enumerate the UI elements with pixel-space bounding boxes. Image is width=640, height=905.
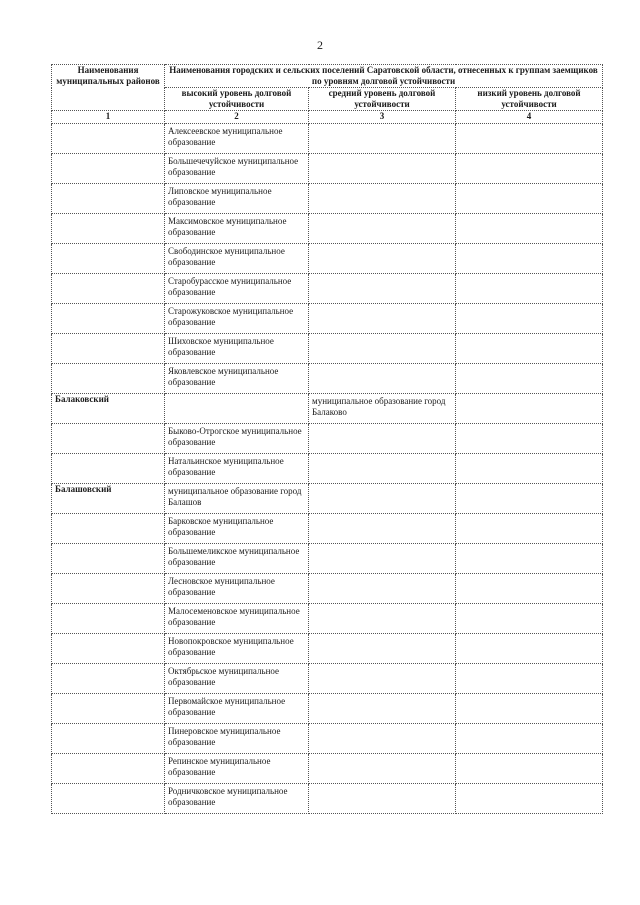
district-cell xyxy=(52,244,165,274)
high-level-cell xyxy=(165,424,309,454)
district-cell xyxy=(52,394,165,424)
high-level-cell xyxy=(165,214,309,244)
high-level-cell xyxy=(165,304,309,334)
district-cell xyxy=(52,424,165,454)
table-row xyxy=(52,304,603,334)
table-row xyxy=(52,184,603,214)
page-number: 2 xyxy=(317,38,323,52)
district-cell xyxy=(52,274,165,304)
medium-level-cell xyxy=(309,244,456,274)
high-level-cell xyxy=(165,544,309,574)
medium-level-cell xyxy=(309,574,456,604)
table-row xyxy=(52,364,603,394)
high-level-cell xyxy=(165,394,309,424)
high-level-cell-text: Старожуковское муниципальное образование xyxy=(168,306,294,327)
district-cell xyxy=(52,664,165,694)
table-row xyxy=(52,574,603,604)
medium-level-cell-text xyxy=(312,754,452,756)
low-level-cell xyxy=(456,154,603,184)
medium-level-cell xyxy=(309,274,456,304)
high-level-cell-text: Родничковское муниципальное образование xyxy=(168,786,288,807)
district-cell-text: Балашовский xyxy=(55,484,112,494)
medium-level-cell-text: муниципальное образование город Балаково xyxy=(312,396,446,417)
low-level-cell xyxy=(456,244,603,274)
table-row xyxy=(52,214,603,244)
low-level-cell xyxy=(456,424,603,454)
high-level-cell-text: муниципальное образование город Балашов xyxy=(168,486,302,507)
medium-level-cell xyxy=(309,754,456,784)
high-level-cell-text: Старобурасское муниципальное образование xyxy=(168,276,292,297)
header-high: высокий уровень долговой устойчивости xyxy=(165,88,309,111)
high-level-cell xyxy=(165,484,309,514)
district-cell xyxy=(52,694,165,724)
medium-level-cell-text xyxy=(312,454,452,456)
high-level-cell-text: Большемеликское муниципальное образование xyxy=(168,546,300,567)
high-level-cell-text: Репинское муниципальное образование xyxy=(168,756,271,777)
high-level-cell xyxy=(165,364,309,394)
high-level-cell xyxy=(165,454,309,484)
table-row xyxy=(52,634,603,664)
high-level-cell xyxy=(165,664,309,694)
district-cell xyxy=(52,634,165,664)
table-row xyxy=(52,664,603,694)
medium-level-cell xyxy=(309,214,456,244)
high-level-cell-text: Яковлевское муниципальное образование xyxy=(168,366,279,387)
medium-level-cell-text xyxy=(312,214,452,216)
table-row xyxy=(52,334,603,364)
medium-level-cell-text xyxy=(312,424,452,426)
medium-level-cell-text xyxy=(312,304,452,306)
medium-level-cell-text xyxy=(312,184,452,186)
district-cell xyxy=(52,184,165,214)
low-level-cell xyxy=(456,694,603,724)
high-level-cell-text: Новопокровское муниципальное образование xyxy=(168,636,294,657)
medium-level-cell xyxy=(309,484,456,514)
table-row xyxy=(52,124,603,154)
medium-level-cell xyxy=(309,154,456,184)
low-level-cell xyxy=(456,634,603,664)
high-level-cell-text: Алексеевское муниципальное образование xyxy=(168,126,283,147)
medium-level-cell xyxy=(309,364,456,394)
high-level-cell-text: Свободинское муниципальное образование xyxy=(168,246,285,267)
high-level-cell xyxy=(165,634,309,664)
low-level-cell xyxy=(456,274,603,304)
column-number: 1 xyxy=(52,111,165,124)
district-cell xyxy=(52,334,165,364)
medium-level-cell-text xyxy=(312,364,452,366)
header-row-top xyxy=(52,65,603,88)
table-row xyxy=(52,544,603,574)
high-level-cell xyxy=(165,244,309,274)
medium-level-cell xyxy=(309,784,456,814)
medium-level-cell-text xyxy=(312,694,452,696)
district-cell xyxy=(52,544,165,574)
district-cell xyxy=(52,304,165,334)
medium-level-cell-text xyxy=(312,544,452,546)
high-level-cell xyxy=(165,274,309,304)
table-row xyxy=(52,604,603,634)
district-cell-text: Балаковский xyxy=(55,394,109,404)
medium-level-cell-text xyxy=(312,724,452,726)
table-body xyxy=(52,124,603,814)
high-level-cell xyxy=(165,574,309,604)
low-level-cell xyxy=(456,784,603,814)
medium-level-cell xyxy=(309,124,456,154)
header-district: Наименования муниципальных районов xyxy=(52,65,165,111)
district-cell xyxy=(52,364,165,394)
medium-level-cell-text xyxy=(312,274,452,276)
medium-level-cell xyxy=(309,304,456,334)
district-cell xyxy=(52,124,165,154)
low-level-cell xyxy=(456,214,603,244)
medium-level-cell xyxy=(309,724,456,754)
table-row xyxy=(52,454,603,484)
low-level-cell xyxy=(456,364,603,394)
medium-level-cell-text xyxy=(312,514,452,516)
high-level-cell-text: Октябрьское муниципальное образование xyxy=(168,666,280,687)
low-level-cell xyxy=(456,304,603,334)
table-row xyxy=(52,394,603,424)
medium-level-cell xyxy=(309,394,456,424)
high-level-cell-text: Пинеровское муниципальное образование xyxy=(168,726,281,747)
high-level-cell-text: Первомайское муниципальное образование xyxy=(168,696,286,717)
high-level-cell xyxy=(165,124,309,154)
medium-level-cell-text xyxy=(312,334,452,336)
low-level-cell xyxy=(456,604,603,634)
medium-level-cell xyxy=(309,604,456,634)
medium-level-cell xyxy=(309,454,456,484)
low-level-cell xyxy=(456,664,603,694)
low-level-cell xyxy=(456,184,603,214)
medium-level-cell-text xyxy=(312,664,452,666)
high-level-cell-text: Большечечуйское муниципальное образование xyxy=(168,156,299,177)
medium-level-cell-text xyxy=(312,634,452,636)
table-row xyxy=(52,244,603,274)
medium-level-cell xyxy=(309,694,456,724)
high-level-cell-text: Лесновское муниципальное образование xyxy=(168,576,275,597)
medium-level-cell xyxy=(309,184,456,214)
table-row xyxy=(52,274,603,304)
column-number: 2 xyxy=(165,111,309,124)
high-level-cell-text: Шиховское муниципальное образование xyxy=(168,336,274,357)
header-group: Наименования городских и сельских поселений Саратовской области, отнесенных к группам заемщиков по уровням долговой устойчивости xyxy=(165,65,603,88)
low-level-cell xyxy=(456,544,603,574)
table-row xyxy=(52,784,603,814)
low-level-cell xyxy=(456,724,603,754)
medium-level-cell-text xyxy=(312,154,452,156)
table-row xyxy=(52,754,603,784)
table-row xyxy=(52,154,603,184)
high-level-cell xyxy=(165,154,309,184)
medium-level-cell xyxy=(309,634,456,664)
high-level-cell xyxy=(165,724,309,754)
high-level-cell-text: Малосеменовское муниципальное образование xyxy=(168,606,300,627)
table-row xyxy=(52,514,603,544)
low-level-cell xyxy=(456,454,603,484)
low-level-cell xyxy=(456,394,603,424)
medium-level-cell-text xyxy=(312,574,452,576)
high-level-cell xyxy=(165,754,309,784)
high-level-cell xyxy=(165,514,309,544)
table-row xyxy=(52,484,603,514)
district-cell xyxy=(52,214,165,244)
high-level-cell xyxy=(165,784,309,814)
high-level-cell-text: Липовское муниципальное образование xyxy=(168,186,272,207)
low-level-cell xyxy=(456,514,603,544)
low-level-cell xyxy=(456,574,603,604)
borrowers-table xyxy=(51,64,603,814)
medium-level-cell-text xyxy=(312,784,452,786)
high-level-cell xyxy=(165,184,309,214)
medium-level-cell xyxy=(309,664,456,694)
header-medium: средний уровень долговой устойчивости xyxy=(309,88,456,111)
high-level-cell xyxy=(165,334,309,364)
district-cell xyxy=(52,724,165,754)
table-row xyxy=(52,424,603,454)
medium-level-cell xyxy=(309,544,456,574)
medium-level-cell xyxy=(309,334,456,364)
table-row xyxy=(52,724,603,754)
high-level-cell xyxy=(165,604,309,634)
district-cell xyxy=(52,154,165,184)
high-level-cell-text: Максимовское муниципальное образование xyxy=(168,216,287,237)
low-level-cell xyxy=(456,124,603,154)
column-numbers-row xyxy=(52,111,603,124)
high-level-cell-text: Быково-Отрогское муниципальное образование xyxy=(168,426,302,447)
district-cell xyxy=(52,514,165,544)
high-level-cell-text: Натальинское муниципальное образование xyxy=(168,456,284,477)
district-cell xyxy=(52,754,165,784)
district-cell xyxy=(52,454,165,484)
high-level-cell-text xyxy=(168,394,305,396)
medium-level-cell-text xyxy=(312,244,452,246)
column-number: 4 xyxy=(456,111,603,124)
medium-level-cell-text xyxy=(312,484,452,486)
medium-level-cell xyxy=(309,424,456,454)
medium-level-cell-text xyxy=(312,124,452,126)
low-level-cell xyxy=(456,334,603,364)
medium-level-cell xyxy=(309,514,456,544)
district-cell xyxy=(52,484,165,514)
column-number: 3 xyxy=(309,111,456,124)
low-level-cell xyxy=(456,754,603,784)
table-row xyxy=(52,694,603,724)
district-cell xyxy=(52,604,165,634)
low-level-cell xyxy=(456,484,603,514)
header-low: низкий уровень долговой устойчивости xyxy=(456,88,603,111)
high-level-cell xyxy=(165,694,309,724)
medium-level-cell-text xyxy=(312,604,452,606)
high-level-cell-text: Барковское муниципальное образование xyxy=(168,516,274,537)
district-cell xyxy=(52,574,165,604)
district-cell xyxy=(52,784,165,814)
